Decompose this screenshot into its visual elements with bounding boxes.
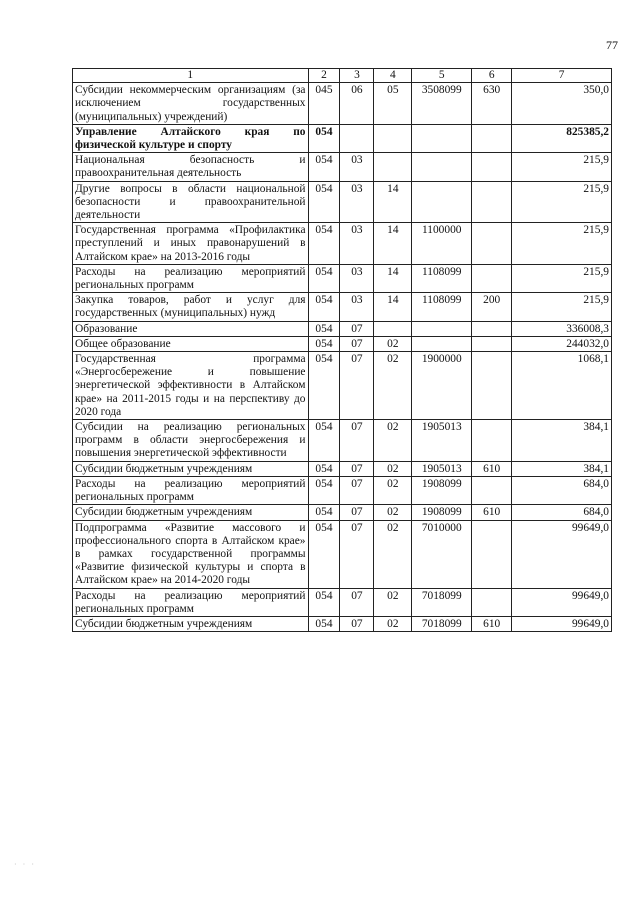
table-row [73, 181, 612, 223]
row-name: Общее образование [73, 336, 309, 351]
row-section-code: 07 [340, 321, 374, 336]
row-expense-type: 610 [472, 461, 512, 476]
table-row [73, 420, 612, 462]
row-amount: 215,9 [512, 293, 612, 321]
row-ministry-code: 054 [308, 223, 340, 265]
row-target-code: 1108099 [412, 264, 472, 292]
row-name: Расходы на реализацию мероприятий региональных программ [73, 476, 309, 504]
row-name: Субсидии бюджетным учреждениям [73, 505, 309, 520]
row-target-code: 1908099 [412, 476, 472, 504]
row-target-code [412, 321, 472, 336]
row-target-code: 1905013 [412, 420, 472, 462]
row-expense-type: 200 [472, 293, 512, 321]
header-col-7: 7 [512, 69, 612, 83]
table-row [73, 264, 612, 292]
row-subsection-code: 02 [374, 505, 412, 520]
row-target-code: 1908099 [412, 505, 472, 520]
row-expense-type [472, 420, 512, 462]
row-expense-type [472, 124, 512, 152]
table-row [73, 83, 612, 125]
table-row [73, 616, 612, 631]
row-amount: 350,0 [512, 83, 612, 125]
row-subsection-code: 14 [374, 181, 412, 223]
row-subsection-code [374, 321, 412, 336]
row-subsection-code: 02 [374, 520, 412, 588]
row-amount: 684,0 [512, 505, 612, 520]
row-ministry-code: 054 [308, 153, 340, 181]
row-subsection-code: 02 [374, 588, 412, 616]
row-section-code: 07 [340, 520, 374, 588]
row-section-code: 07 [340, 352, 374, 420]
row-amount: 99649,0 [512, 616, 612, 631]
row-amount: 99649,0 [512, 520, 612, 588]
row-subsection-code: 02 [374, 420, 412, 462]
header-col-3: 3 [340, 69, 374, 83]
row-target-code: 3508099 [412, 83, 472, 125]
row-section-code: 03 [340, 223, 374, 265]
row-expense-type [472, 588, 512, 616]
header-col-5: 5 [412, 69, 472, 83]
row-section-code: 07 [340, 336, 374, 351]
row-ministry-code: 054 [308, 352, 340, 420]
scan-artifact: · · · [14, 860, 36, 869]
row-subsection-code: 14 [374, 223, 412, 265]
row-name: Субсидии бюджетным учреждениям [73, 616, 309, 631]
row-ministry-code: 054 [308, 505, 340, 520]
row-name: Субсидии некоммерческим организациям (за исключением государственных (муниципальных) учреждений) [73, 83, 309, 125]
row-ministry-code: 054 [308, 461, 340, 476]
row-ministry-code: 045 [308, 83, 340, 125]
row-subsection-code: 14 [374, 293, 412, 321]
row-subsection-code [374, 124, 412, 152]
row-amount: 244032,0 [512, 336, 612, 351]
row-section-code: 03 [340, 153, 374, 181]
row-name: Расходы на реализацию мероприятий региональных программ [73, 264, 309, 292]
header-col-4: 4 [374, 69, 412, 83]
table-row [73, 321, 612, 336]
row-section-code: 03 [340, 181, 374, 223]
row-subsection-code: 05 [374, 83, 412, 125]
row-expense-type [472, 520, 512, 588]
row-amount: 825385,2 [512, 124, 612, 152]
row-section-code: 03 [340, 264, 374, 292]
row-target-code [412, 153, 472, 181]
row-expense-type: 630 [472, 83, 512, 125]
row-section-code: 07 [340, 461, 374, 476]
row-section-code: 07 [340, 616, 374, 631]
row-amount: 684,0 [512, 476, 612, 504]
header-col-1: 1 [73, 69, 309, 83]
row-ministry-code: 054 [308, 588, 340, 616]
row-name: Государственная программа «Энергосбережение и повышение энергетической эффективности в Алтайском крае» на 2011-2015 годы и на перспективу до 2020 года [73, 352, 309, 420]
header-col-2: 2 [308, 69, 340, 83]
row-ministry-code: 054 [308, 420, 340, 462]
row-name: Национальная безопасность и правоохранительная деятельность [73, 153, 309, 181]
row-subsection-code: 14 [374, 264, 412, 292]
row-subsection-code: 02 [374, 352, 412, 420]
row-expense-type [472, 336, 512, 351]
row-expense-type [472, 223, 512, 265]
row-subsection-code: 02 [374, 461, 412, 476]
row-amount: 1068,1 [512, 352, 612, 420]
row-target-code: 1100000 [412, 223, 472, 265]
table-row [73, 124, 612, 152]
table-row [73, 352, 612, 420]
row-amount: 99649,0 [512, 588, 612, 616]
row-name: Образование [73, 321, 309, 336]
row-expense-type: 610 [472, 505, 512, 520]
row-expense-type: 610 [472, 616, 512, 631]
row-subsection-code: 02 [374, 476, 412, 504]
row-name: Субсидии бюджетным учреждениям [73, 461, 309, 476]
row-target-code: 7018099 [412, 588, 472, 616]
row-amount: 384,1 [512, 461, 612, 476]
table-body [73, 83, 612, 632]
row-section-code [340, 124, 374, 152]
budget-table [72, 68, 612, 632]
row-target-code [412, 336, 472, 351]
table-row [73, 520, 612, 588]
row-expense-type [472, 153, 512, 181]
table-row [73, 505, 612, 520]
row-ministry-code: 054 [308, 616, 340, 631]
header-col-6: 6 [472, 69, 512, 83]
row-subsection-code: 02 [374, 616, 412, 631]
table-row [73, 588, 612, 616]
row-expense-type [472, 264, 512, 292]
table-row [73, 223, 612, 265]
row-amount: 384,1 [512, 420, 612, 462]
row-target-code: 7010000 [412, 520, 472, 588]
row-target-code [412, 181, 472, 223]
row-amount: 215,9 [512, 181, 612, 223]
row-target-code: 1108099 [412, 293, 472, 321]
table-row [73, 476, 612, 504]
row-amount: 215,9 [512, 264, 612, 292]
row-amount: 215,9 [512, 223, 612, 265]
row-name: Закупка товаров, работ и услуг для государственных (муниципальных) нужд [73, 293, 309, 321]
row-ministry-code: 054 [308, 264, 340, 292]
row-section-code: 06 [340, 83, 374, 125]
row-section-code: 03 [340, 293, 374, 321]
row-section-code: 07 [340, 476, 374, 504]
row-name: Расходы на реализацию мероприятий региональных программ [73, 588, 309, 616]
row-ministry-code: 054 [308, 321, 340, 336]
row-name: Субсидии на реализацию региональных программ в области энергосбережения и повышения энергетической эффективности [73, 420, 309, 462]
table-row [73, 461, 612, 476]
row-amount: 215,9 [512, 153, 612, 181]
row-ministry-code: 054 [308, 124, 340, 152]
row-subsection-code: 02 [374, 336, 412, 351]
row-name: Другие вопросы в области национальной безопасности и правоохранительной деятельности [73, 181, 309, 223]
row-name: Управление Алтайского края по физической культуре и спорту [73, 124, 309, 152]
table-row [73, 293, 612, 321]
row-name: Подпрограмма «Развитие массового и профессионального спорта в Алтайском крае» в рамках государственной программы «Развитие физической культуры и спорта в Алтайском крае» на 2014-2020 годы [73, 520, 309, 588]
row-subsection-code [374, 153, 412, 181]
page-number: 77 [606, 38, 618, 52]
table-row [73, 153, 612, 181]
header-row [73, 69, 612, 83]
row-ministry-code: 054 [308, 181, 340, 223]
table-row [73, 336, 612, 351]
row-expense-type [472, 352, 512, 420]
row-ministry-code: 054 [308, 336, 340, 351]
row-expense-type [472, 476, 512, 504]
row-section-code: 07 [340, 588, 374, 616]
row-ministry-code: 054 [308, 293, 340, 321]
row-target-code: 7018099 [412, 616, 472, 631]
row-target-code: 1905013 [412, 461, 472, 476]
row-name: Государственная программа «Профилактика преступлений и иных правонарушений в Алтайском крае» на 2013-2016 годы [73, 223, 309, 265]
row-section-code: 07 [340, 420, 374, 462]
row-target-code: 1900000 [412, 352, 472, 420]
row-ministry-code: 054 [308, 520, 340, 588]
row-ministry-code: 054 [308, 476, 340, 504]
row-expense-type [472, 181, 512, 223]
row-target-code [412, 124, 472, 152]
row-section-code: 07 [340, 505, 374, 520]
row-amount: 336008,3 [512, 321, 612, 336]
row-expense-type [472, 321, 512, 336]
